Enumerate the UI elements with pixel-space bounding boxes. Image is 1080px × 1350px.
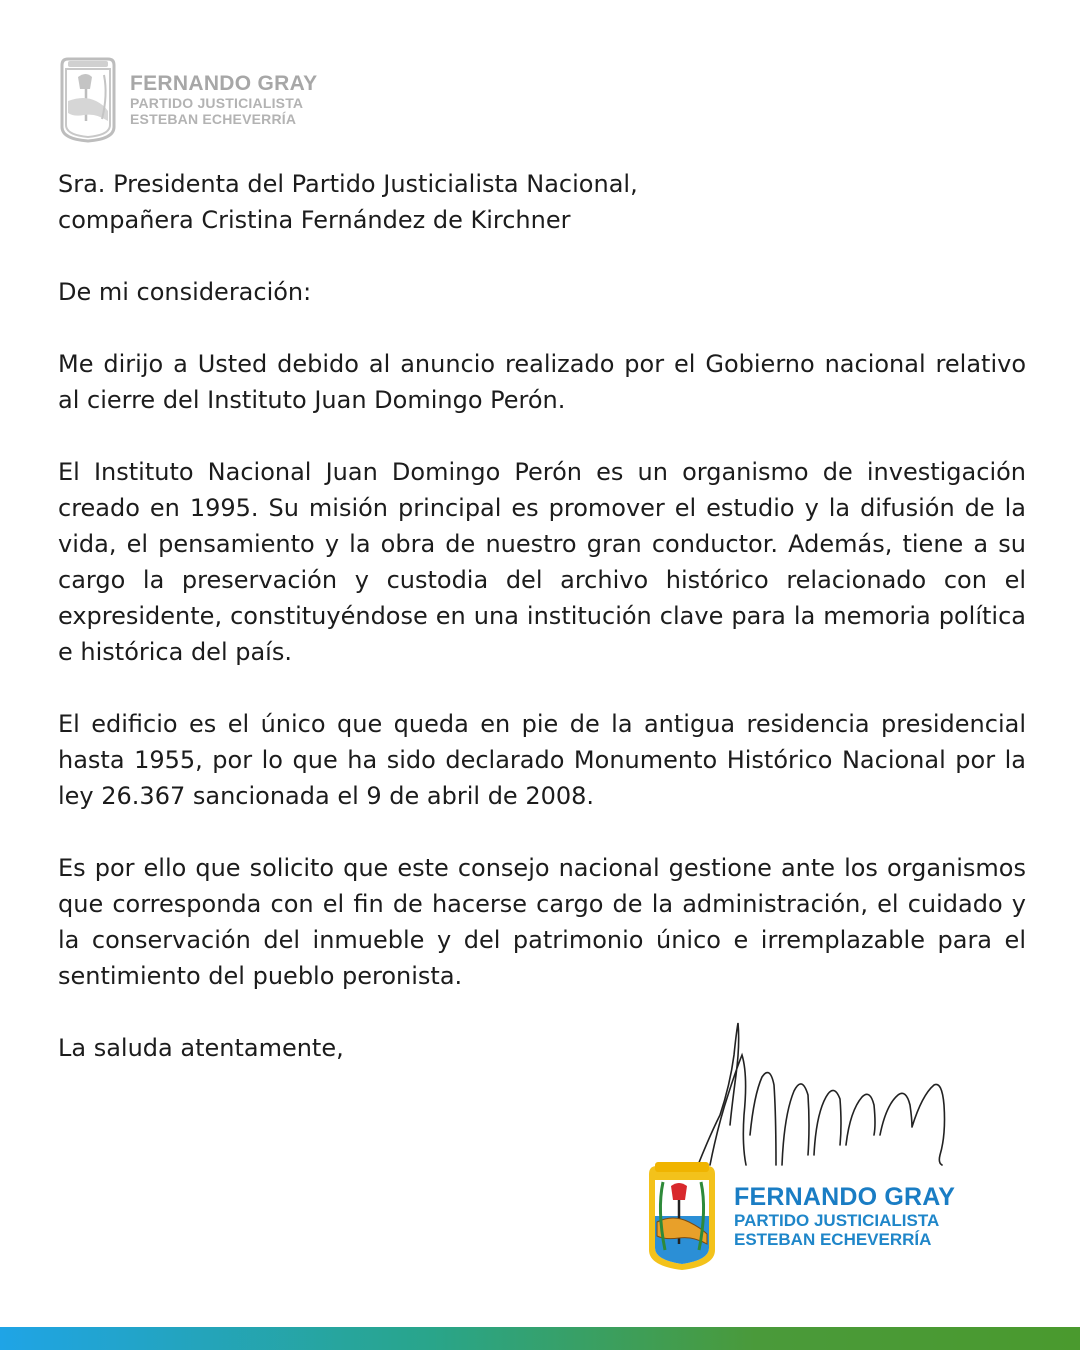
paragraph-4: Es por ello que solicito que este consejo nacional gestione ante los organismos que corresponda con el fin de hacerse cargo de la administración, el cuidado y la conservación del inmueble y del patrimonio único e irremplazable para el sentimiento del pueblo peronista. <box>58 854 1026 990</box>
addressee-line-2: compañera Cristina Fernández de Kirchner <box>58 206 571 234</box>
addressee-line-1: Sra. Presidenta del Partido Justicialista Nacional, <box>58 170 638 198</box>
signature <box>690 1015 960 1175</box>
bottom-gradient-bar <box>0 1327 1080 1350</box>
paragraph-2: El Instituto Nacional Juan Domingo Perón es un organismo de investigación creado en 1995. Su misión principal es promover el estudio y la difusión de la vida, el pensamiento y la obra de nuestro gran conductor. Además, tiene a su cargo la preservación y custodia del archivo histórico relacionado con el expresidente, constituyéndose en una institución clave para la memoria política e histórica del país. <box>58 458 1026 666</box>
closing: La saluda atentamente, <box>58 1034 344 1062</box>
paragraph-3: El edificio es el único que queda en pie de la antigua residencia presidencial hasta 1955, por lo que ha sido declarado Monumento Histórico Nacional por la ley 26.367 sancionada el 9 de abril de 2008. <box>58 710 1026 810</box>
party-shield-icon <box>643 1160 721 1272</box>
greeting: De mi consideración: <box>58 278 312 306</box>
footer-party: PARTIDO JUSTICIALISTA <box>734 1210 940 1230</box>
letter-body <box>58 166 1026 1066</box>
party-shield-icon <box>56 55 120 143</box>
paragraph-1: Me dirijo a Usted debido al anuncio realizado por el Gobierno nacional relativo al cierre del Instituto Juan Domingo Perón. <box>58 350 1026 414</box>
footer-district: ESTEBAN ECHEVERRÍA <box>734 1229 932 1249</box>
header-name: FERNANDO GRAY <box>130 71 318 95</box>
header-district: ESTEBAN ECHEVERRÍA <box>130 110 297 127</box>
footer-name: FERNANDO GRAY <box>734 1182 956 1211</box>
footer-logo <box>643 1160 955 1272</box>
header-party: PARTIDO JUSTICIALISTA <box>130 94 304 111</box>
header-logo <box>56 55 317 143</box>
